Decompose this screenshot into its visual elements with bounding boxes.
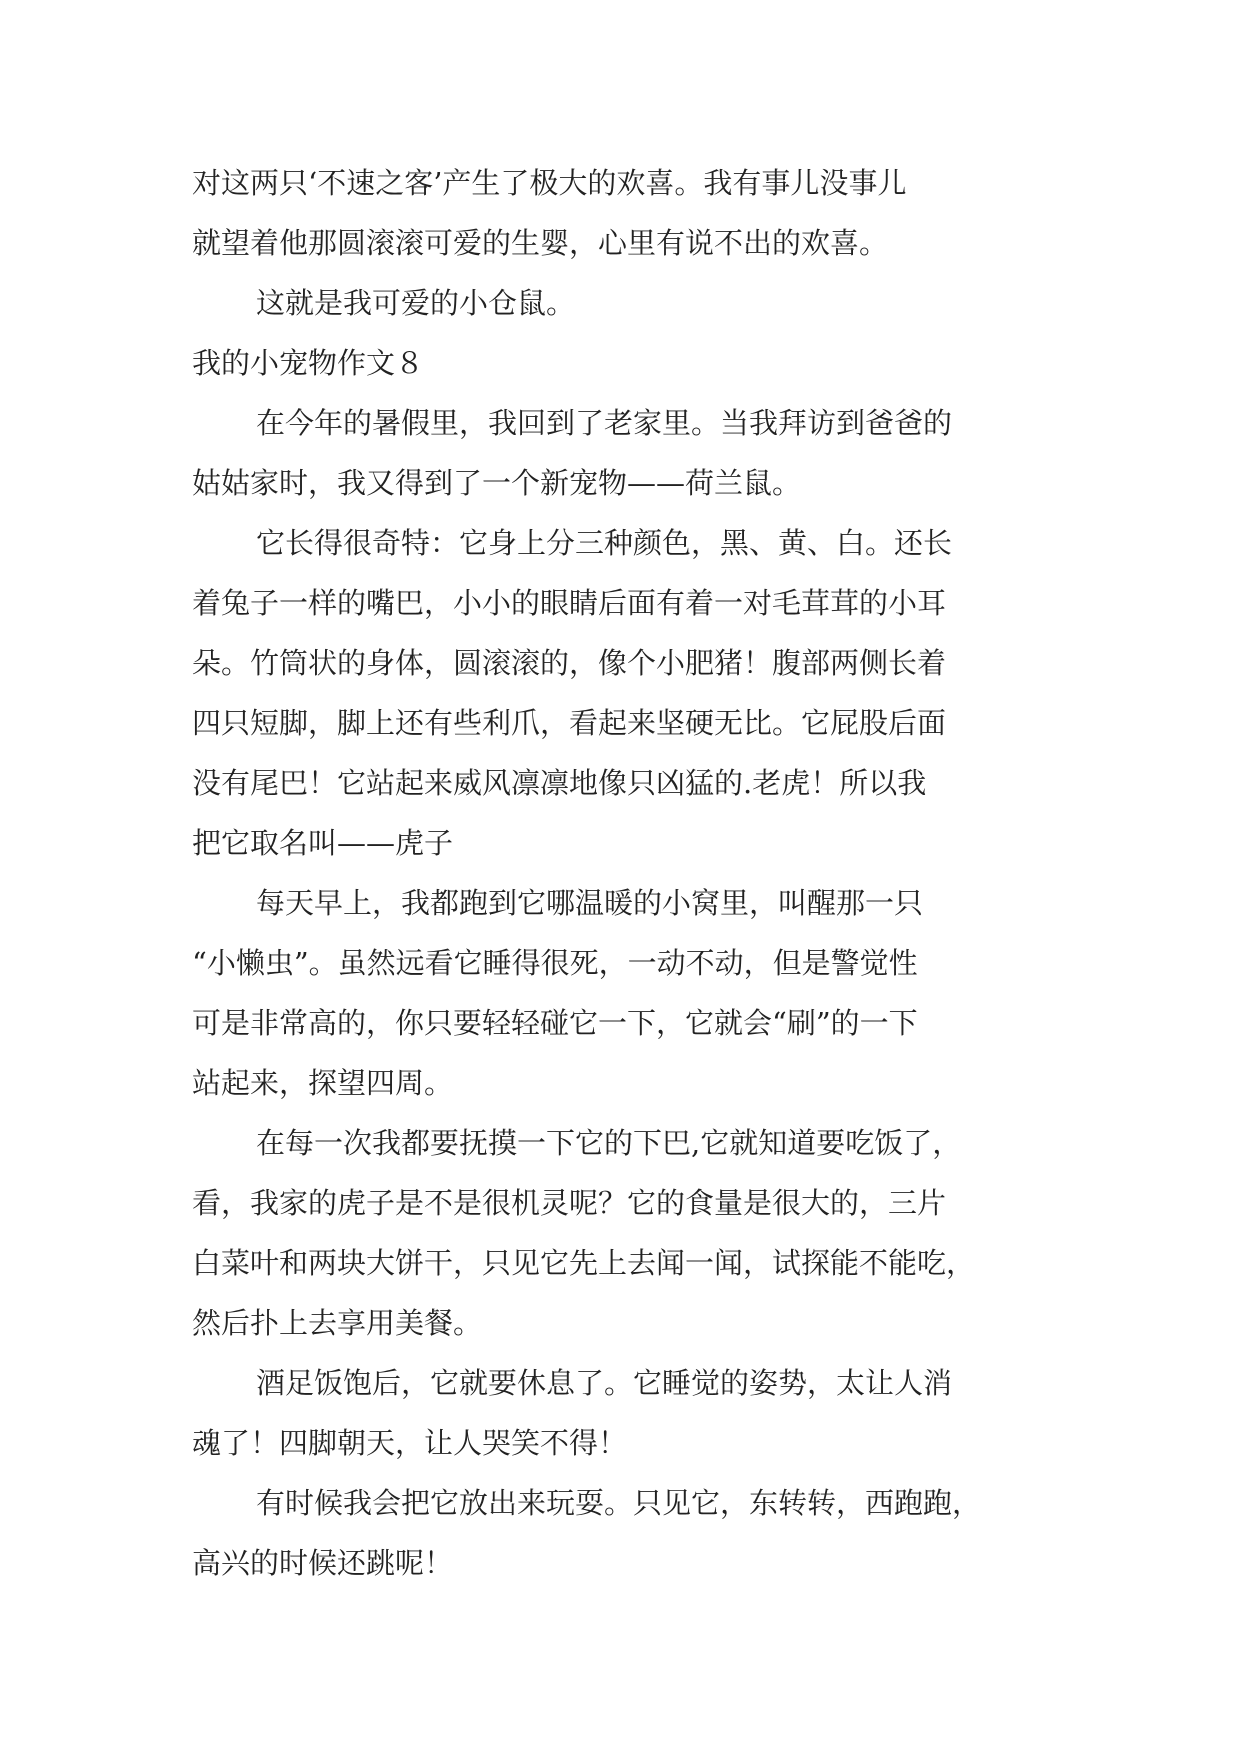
text-line: 有时候我会把它放出来玩耍。只见它，东转转，西跑跑，	[256, 1486, 982, 1520]
document-body	[192, 153, 1052, 1593]
text-line: 朵。竹筒状的身体，圆滚滚的，像个小肥猪！腹部两侧长着	[192, 646, 947, 680]
text-line: 在今年的暑假里，我回到了老家里。当我拜访到爸爸的	[256, 406, 953, 440]
text-line: 白菜叶和两块大饼干，只见它先上去闻一闻，试探能不能吃，	[192, 1246, 976, 1280]
text-line: 站起来，探望四周。	[192, 1066, 454, 1100]
text-line: 这就是我可爱的小仓鼠。	[256, 286, 576, 320]
text-line: “小懒虫”。虽然远看它睡得很死，一动不动，但是警觉性	[192, 946, 918, 980]
text-line: 魂了！四脚朝天，让人哭笑不得！	[192, 1426, 628, 1460]
text-line: 把它取名叫——虎子	[192, 826, 454, 860]
text-line: 在每一次我都要抚摸一下它的下巴,它就知道要吃饭了，	[256, 1126, 962, 1160]
text-line: 看，我家的虎子是不是很机灵呢？它的食量是很大的，三片	[192, 1186, 947, 1220]
text-line: 酒足饭饱后，它就要休息了。它睡觉的姿势，太让人消	[256, 1366, 953, 1400]
text-line: 每天早上，我都跑到它哪温暖的小窝里，叫醒那一只	[256, 886, 924, 920]
text-line: 然后扑上去享用美餐。	[192, 1306, 483, 1340]
text-line: 就望着他那圆滚滚可爱的生婴，心里有说不出的欢喜。	[192, 226, 889, 260]
text-line: 着兔子一样的嘴巴，小小的眼睛后面有着一对毛茸茸的小耳	[192, 586, 947, 620]
text-line: 它长得很奇特：它身上分三种颜色，黑、黄、白。还长	[256, 526, 953, 560]
text-line: 四只短脚，脚上还有些利爪，看起来坚硬无比。它屁股后面	[192, 706, 947, 740]
essay-title: 我的小宠物作文８	[192, 346, 425, 380]
text-line: 高兴的时候还跳呢！	[192, 1546, 454, 1580]
text-line: 没有尾巴！它站起来威风凛凛地像只凶猛的.老虎！所以我	[192, 766, 927, 800]
text-line: 可是非常高的，你只要轻轻碰它一下，它就会“刷”的一下	[192, 1006, 918, 1040]
text-line: 姑姑家时，我又得到了一个新宠物——荷兰鼠。	[192, 466, 802, 500]
text-line: 对这两只‘不速之客’产生了极大的欢喜。我有事儿没事儿	[192, 166, 907, 200]
